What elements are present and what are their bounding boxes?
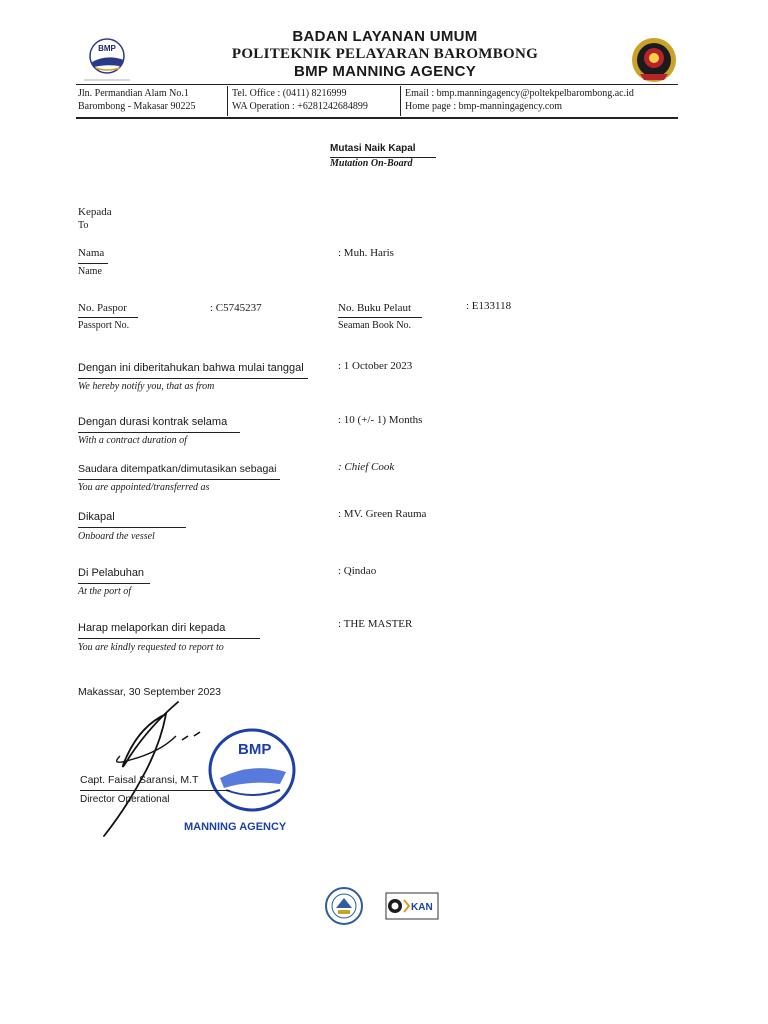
port-label-en: At the port of (78, 586, 132, 597)
port-underline (78, 583, 150, 584)
duration-label: Dengan durasi kontrak selama (78, 416, 228, 428)
bmp-logo-icon (76, 34, 138, 84)
report-to-value: : THE MASTER (338, 618, 413, 630)
name-label-en: Name (78, 266, 102, 277)
position-label-en: You are appointed/transferred as (78, 482, 210, 493)
to-label: Kepada (78, 206, 112, 218)
name-label: Nama (78, 247, 105, 259)
doc-subtitle: Mutation On-Board (330, 158, 413, 169)
doc-title: Mutasi Naik Kapal (330, 143, 416, 154)
signer-name: Capt. Faisal Saransi, M.T (80, 774, 199, 786)
position-underline (78, 479, 280, 480)
header-line-1: BADAN LAYANAN UMUM (292, 28, 478, 45)
vessel-underline (78, 527, 186, 528)
name-underline (78, 263, 108, 264)
vessel-label-en: Onboard the vessel (78, 531, 155, 542)
seaman-book-value: : E133118 (466, 300, 512, 312)
name-value: : Muh. Haris (338, 247, 394, 259)
position-value: : Chief Cook (338, 461, 395, 473)
signer-underline (80, 790, 230, 791)
passport-label-en: Passport No. (78, 320, 130, 331)
header-line-3: BMP MANNING AGENCY (293, 63, 477, 80)
polytechnic-emblem-icon (630, 36, 678, 84)
duration-label-en: With a contract duration of (78, 435, 187, 446)
vessel-label: Dikapal (78, 511, 115, 523)
place-date: Makassar, 30 September 2023 (78, 686, 222, 698)
date-from-value: : 1 October 2023 (338, 360, 413, 372)
report-to-underline (78, 638, 260, 639)
duration-value: : 10 (+/- 1) Months (338, 414, 423, 426)
header-address: Jln. Permandian Alam No.1 Barombong - Makasar 90225 (78, 88, 196, 112)
svg-text:MANNING AGENCY: MANNING AGENCY (184, 821, 287, 833)
vessel-value: : MV. Green Rauma (338, 508, 427, 520)
seaman-book-underline (338, 317, 422, 318)
seaman-book-label-en: Seaman Book No. (338, 320, 412, 331)
date-from-label: Dengan ini diberitahukan bahwa mulai tanggal (78, 362, 304, 374)
position-label: Saudara ditempatkan/dimutasikan sebagai (78, 463, 277, 475)
header-line-2: POLITEKNIK PELAYARAN BAROMBONG (231, 46, 539, 62)
kan-accreditation-icon (385, 892, 439, 920)
svg-text:BMP: BMP (238, 741, 272, 758)
header-divider (227, 86, 228, 116)
signer-role: Director Operational (80, 794, 170, 805)
seaman-book-label: No. Buku Pelaut (338, 302, 412, 314)
svg-text:KAN: KAN (411, 902, 433, 913)
header-rule-top (76, 84, 678, 85)
header-rule-bottom (76, 117, 678, 119)
to-label-en: To (78, 220, 89, 231)
ministry-seal-icon (322, 886, 366, 926)
passport-value: : C5745237 (210, 302, 262, 314)
svg-text:BMP: BMP (98, 44, 116, 53)
report-to-label-en: You are kindly requested to report to (78, 642, 224, 653)
duration-underline (78, 432, 240, 433)
header-phones: Tel. Office : (0411) 8216999 WA Operation : +6281242684899 (232, 88, 368, 112)
passport-label: No. Paspor (78, 302, 127, 314)
passport-underline (78, 317, 138, 318)
date-from-label-en: We hereby notify you, that as from (78, 381, 215, 392)
port-value: : Qindao (338, 565, 377, 577)
header-web: Email : bmp.manningagency@poltekpelbarombong.ac.id Home page : bmp-manningagency.com (405, 88, 634, 112)
date-from-underline (78, 378, 308, 379)
port-label: Di Pelabuhan (78, 567, 145, 579)
report-to-label: Harap melaporkan diri kepada (78, 622, 226, 634)
signature-icon (90, 696, 240, 846)
header-divider (400, 86, 401, 116)
